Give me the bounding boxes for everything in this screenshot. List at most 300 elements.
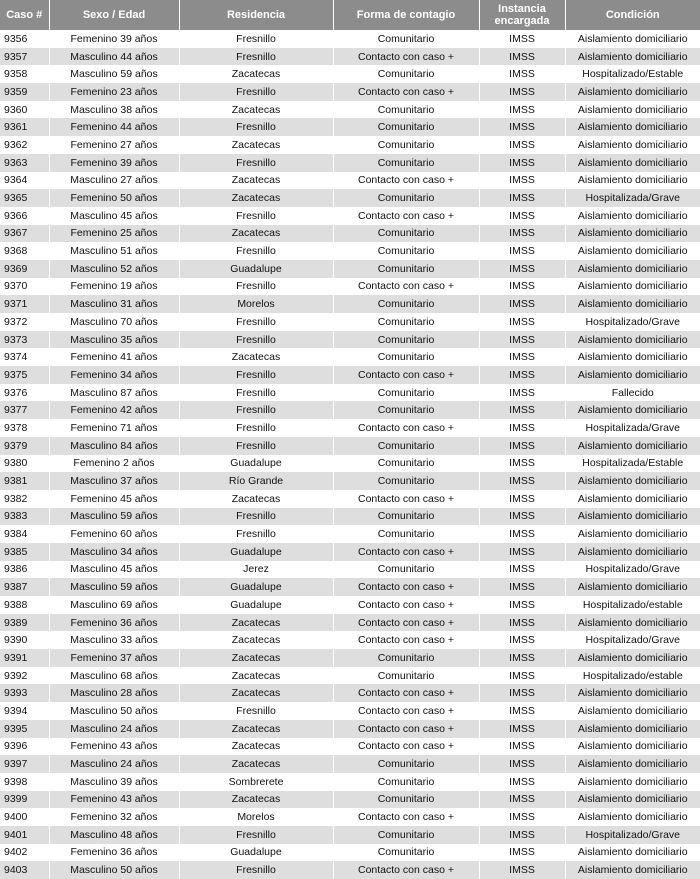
cell-sexo-edad: Masculino 87 años <box>49 384 179 402</box>
cell-forma-contagio: Contacto con caso + <box>333 720 479 738</box>
cell-forma-contagio: Contacto con caso + <box>333 419 479 437</box>
table-row <box>0 136 700 154</box>
cell-residencia: Morelos <box>179 295 333 313</box>
cell-forma-contagio: Comunitario <box>333 331 479 349</box>
cell-residencia: Guadalupe <box>179 260 333 278</box>
cell-sexo-edad: Masculino 24 años <box>49 720 179 738</box>
cell-forma-contagio: Comunitario <box>333 154 479 172</box>
cell-caso: 9367 <box>0 225 49 243</box>
cell-condicion: Fallecido <box>565 384 700 402</box>
table-row <box>0 83 700 101</box>
table-row <box>0 118 700 136</box>
cell-condicion: Aislamiento domiciliario <box>565 649 700 667</box>
cell-sexo-edad: Masculino 45 años <box>49 561 179 579</box>
cell-residencia: Zacatecas <box>179 720 333 738</box>
cell-caso: 9393 <box>0 684 49 702</box>
cell-forma-contagio: Comunitario <box>333 384 479 402</box>
cell-instancia: IMSS <box>479 295 565 313</box>
cell-residencia: Fresnillo <box>179 30 333 48</box>
cell-caso: 9357 <box>0 48 49 66</box>
cell-residencia: Fresnillo <box>179 384 333 402</box>
cell-instancia: IMSS <box>479 331 565 349</box>
cell-instancia: IMSS <box>479 83 565 101</box>
cell-condicion: Aislamiento domiciliario <box>565 207 700 225</box>
cell-sexo-edad: Femenino 71 años <box>49 419 179 437</box>
cell-residencia: Zacatecas <box>179 614 333 632</box>
cell-condicion: Aislamiento domiciliario <box>565 295 700 313</box>
cell-instancia: IMSS <box>479 525 565 543</box>
cell-sexo-edad: Femenino 39 años <box>49 154 179 172</box>
header-row <box>0 0 700 30</box>
cell-condicion: Aislamiento domiciliario <box>565 225 700 243</box>
cell-instancia: IMSS <box>479 366 565 384</box>
cell-sexo-edad: Masculino 52 años <box>49 260 179 278</box>
cell-instancia: IMSS <box>479 543 565 561</box>
cell-forma-contagio: Contacto con caso + <box>333 172 479 190</box>
table-row <box>0 30 700 48</box>
table-row <box>0 366 700 384</box>
cell-condicion: Hospitalizada/Grave <box>565 189 700 207</box>
cell-caso: 9376 <box>0 384 49 402</box>
cell-caso: 9371 <box>0 295 49 313</box>
cell-forma-contagio: Comunitario <box>333 437 479 455</box>
table-row <box>0 490 700 508</box>
cell-sexo-edad: Masculino 38 años <box>49 101 179 119</box>
cell-forma-contagio: Comunitario <box>333 242 479 260</box>
cell-instancia: IMSS <box>479 260 565 278</box>
cell-condicion: Hospitalizado/Estable <box>565 65 700 83</box>
cell-residencia: Fresnillo <box>179 861 333 879</box>
cell-instancia: IMSS <box>479 189 565 207</box>
cell-condicion: Aislamiento domiciliario <box>565 578 700 596</box>
cell-forma-contagio: Comunitario <box>333 755 479 773</box>
header-forma-contagio: Forma de contagio <box>333 0 479 30</box>
cell-caso: 9373 <box>0 331 49 349</box>
cell-instancia: IMSS <box>479 561 565 579</box>
table-row <box>0 738 700 756</box>
cell-caso: 9356 <box>0 30 49 48</box>
table-header <box>0 0 700 30</box>
cell-condicion: Aislamiento domiciliario <box>565 118 700 136</box>
table-row <box>0 649 700 667</box>
cell-instancia: IMSS <box>479 118 565 136</box>
cell-residencia: Fresnillo <box>179 48 333 66</box>
cell-instancia: IMSS <box>479 278 565 296</box>
table-row <box>0 278 700 296</box>
cell-residencia: Guadalupe <box>179 578 333 596</box>
cell-sexo-edad: Masculino 70 años <box>49 313 179 331</box>
cell-residencia: Zacatecas <box>179 631 333 649</box>
cell-residencia: Fresnillo <box>179 154 333 172</box>
table-row <box>0 437 700 455</box>
cell-caso: 9383 <box>0 508 49 526</box>
cell-condicion: Hospitalizado/Grave <box>565 826 700 844</box>
table-row <box>0 384 700 402</box>
cell-instancia: IMSS <box>479 384 565 402</box>
cell-residencia: Fresnillo <box>179 419 333 437</box>
cell-residencia: Fresnillo <box>179 331 333 349</box>
table-row <box>0 861 700 879</box>
cell-condicion: Aislamiento domiciliario <box>565 242 700 260</box>
cell-forma-contagio: Comunitario <box>333 525 479 543</box>
cell-forma-contagio: Contacto con caso + <box>333 366 479 384</box>
cell-sexo-edad: Masculino 48 años <box>49 826 179 844</box>
cell-forma-contagio: Contacto con caso + <box>333 278 479 296</box>
cell-instancia: IMSS <box>479 508 565 526</box>
cell-condicion: Hospitalizado/estable <box>565 667 700 685</box>
cell-sexo-edad: Femenino 25 años <box>49 225 179 243</box>
cell-residencia: Zacatecas <box>179 348 333 366</box>
cell-residencia: Zacatecas <box>179 791 333 809</box>
cell-instancia: IMSS <box>479 667 565 685</box>
cell-forma-contagio: Contacto con caso + <box>333 596 479 614</box>
cell-instancia: IMSS <box>479 844 565 862</box>
cell-caso: 9396 <box>0 738 49 756</box>
cell-caso: 9362 <box>0 136 49 154</box>
cell-sexo-edad: Femenino 34 años <box>49 366 179 384</box>
table-row <box>0 614 700 632</box>
cell-instancia: IMSS <box>479 755 565 773</box>
cell-caso: 9378 <box>0 419 49 437</box>
table-row <box>0 455 700 473</box>
cell-residencia: Zacatecas <box>179 684 333 702</box>
cell-instancia: IMSS <box>479 348 565 366</box>
table-row <box>0 720 700 738</box>
cell-residencia: Guadalupe <box>179 543 333 561</box>
cell-residencia: Zacatecas <box>179 755 333 773</box>
cell-sexo-edad: Femenino 44 años <box>49 118 179 136</box>
cell-residencia: Zacatecas <box>179 490 333 508</box>
cell-sexo-edad: Femenino 37 años <box>49 649 179 667</box>
cell-condicion: Aislamiento domiciliario <box>565 684 700 702</box>
cell-condicion: Aislamiento domiciliario <box>565 401 700 419</box>
cell-condicion: Aislamiento domiciliario <box>565 861 700 879</box>
cell-forma-contagio: Contacto con caso + <box>333 861 479 879</box>
cell-condicion: Hospitalizado/Grave <box>565 313 700 331</box>
table-row <box>0 844 700 862</box>
cell-instancia: IMSS <box>479 791 565 809</box>
cell-caso: 9387 <box>0 578 49 596</box>
cell-condicion: Aislamiento domiciliario <box>565 490 700 508</box>
cell-condicion: Aislamiento domiciliario <box>565 738 700 756</box>
cell-sexo-edad: Masculino 31 años <box>49 295 179 313</box>
cell-instancia: IMSS <box>479 578 565 596</box>
cell-instancia: IMSS <box>479 242 565 260</box>
cell-caso: 9397 <box>0 755 49 773</box>
cell-instancia: IMSS <box>479 861 565 879</box>
header-caso: Caso # <box>0 0 49 30</box>
cell-caso: 9386 <box>0 561 49 579</box>
cell-residencia: Zacatecas <box>179 225 333 243</box>
cell-condicion: Aislamiento domiciliario <box>565 154 700 172</box>
cell-sexo-edad: Masculino 28 años <box>49 684 179 702</box>
cell-caso: 9380 <box>0 455 49 473</box>
cell-residencia: Fresnillo <box>179 278 333 296</box>
cell-residencia: Fresnillo <box>179 525 333 543</box>
table-row <box>0 525 700 543</box>
table-row <box>0 596 700 614</box>
cell-forma-contagio: Comunitario <box>333 826 479 844</box>
cell-residencia: Fresnillo <box>179 242 333 260</box>
cell-caso: 9374 <box>0 348 49 366</box>
cell-forma-contagio: Comunitario <box>333 472 479 490</box>
cell-forma-contagio: Contacto con caso + <box>333 808 479 826</box>
cell-sexo-edad: Femenino 50 años <box>49 189 179 207</box>
cell-instancia: IMSS <box>479 614 565 632</box>
cell-sexo-edad: Femenino 43 años <box>49 738 179 756</box>
cell-caso: 9399 <box>0 791 49 809</box>
cell-caso: 9401 <box>0 826 49 844</box>
cell-forma-contagio: Comunitario <box>333 101 479 119</box>
cell-residencia: Fresnillo <box>179 401 333 419</box>
cell-sexo-edad: Masculino 59 años <box>49 578 179 596</box>
cell-residencia: Zacatecas <box>179 172 333 190</box>
cell-condicion: Aislamiento domiciliario <box>565 720 700 738</box>
cell-caso: 9361 <box>0 118 49 136</box>
cell-sexo-edad: Femenino 2 años <box>49 455 179 473</box>
cell-caso: 9359 <box>0 83 49 101</box>
cell-forma-contagio: Contacto con caso + <box>333 684 479 702</box>
cell-forma-contagio: Comunitario <box>333 260 479 278</box>
cell-residencia: Zacatecas <box>179 738 333 756</box>
cell-sexo-edad: Masculino 34 años <box>49 543 179 561</box>
cell-sexo-edad: Masculino 24 años <box>49 755 179 773</box>
cell-condicion: Hospitalizado/estable <box>565 596 700 614</box>
cell-instancia: IMSS <box>479 738 565 756</box>
cell-residencia: Fresnillo <box>179 366 333 384</box>
cell-caso: 9398 <box>0 773 49 791</box>
cell-forma-contagio: Contacto con caso + <box>333 738 479 756</box>
cell-forma-contagio: Comunitario <box>333 455 479 473</box>
cell-instancia: IMSS <box>479 48 565 66</box>
cell-caso: 9394 <box>0 702 49 720</box>
cell-sexo-edad: Masculino 44 años <box>49 48 179 66</box>
cell-instancia: IMSS <box>479 437 565 455</box>
cell-forma-contagio: Comunitario <box>333 118 479 136</box>
cell-instancia: IMSS <box>479 649 565 667</box>
cell-condicion: Aislamiento domiciliario <box>565 331 700 349</box>
cell-forma-contagio: Comunitario <box>333 30 479 48</box>
cell-condicion: Aislamiento domiciliario <box>565 278 700 296</box>
cell-forma-contagio: Contacto con caso + <box>333 631 479 649</box>
cell-forma-contagio: Contacto con caso + <box>333 207 479 225</box>
cell-caso: 9379 <box>0 437 49 455</box>
cell-sexo-edad: Femenino 43 años <box>49 791 179 809</box>
cell-residencia: Zacatecas <box>179 649 333 667</box>
cell-forma-contagio: Contacto con caso + <box>333 490 479 508</box>
cell-residencia: Morelos <box>179 808 333 826</box>
cell-sexo-edad: Masculino 84 años <box>49 437 179 455</box>
cell-caso: 9400 <box>0 808 49 826</box>
cell-sexo-edad: Masculino 50 años <box>49 861 179 879</box>
cell-condicion: Aislamiento domiciliario <box>565 83 700 101</box>
cell-condicion: Hospitalizada/Estable <box>565 455 700 473</box>
cell-sexo-edad: Femenino 60 años <box>49 525 179 543</box>
cell-caso: 9372 <box>0 313 49 331</box>
cell-sexo-edad: Masculino 37 años <box>49 472 179 490</box>
cell-instancia: IMSS <box>479 826 565 844</box>
cell-residencia: Zacatecas <box>179 136 333 154</box>
table-row <box>0 65 700 83</box>
cell-caso: 9364 <box>0 172 49 190</box>
cell-caso: 9381 <box>0 472 49 490</box>
cell-sexo-edad: Femenino 41 años <box>49 348 179 366</box>
cell-residencia: Fresnillo <box>179 508 333 526</box>
cell-condicion: Aislamiento domiciliario <box>565 773 700 791</box>
cell-forma-contagio: Contacto con caso + <box>333 702 479 720</box>
cell-caso: 9375 <box>0 366 49 384</box>
cell-caso: 9384 <box>0 525 49 543</box>
header-instancia: Instancia encargada <box>479 0 565 30</box>
header-sexo-edad: Sexo / Edad <box>49 0 179 30</box>
cell-instancia: IMSS <box>479 401 565 419</box>
table-row <box>0 331 700 349</box>
cell-caso: 9392 <box>0 667 49 685</box>
table-row <box>0 508 700 526</box>
cell-caso: 9360 <box>0 101 49 119</box>
cell-caso: 9370 <box>0 278 49 296</box>
cell-condicion: Hospitalizada/Grave <box>565 419 700 437</box>
cell-residencia: Fresnillo <box>179 207 333 225</box>
table-row <box>0 684 700 702</box>
cell-caso: 9403 <box>0 861 49 879</box>
cell-residencia: Sombrerete <box>179 773 333 791</box>
cell-forma-contagio: Comunitario <box>333 773 479 791</box>
cell-instancia: IMSS <box>479 65 565 83</box>
table-row <box>0 826 700 844</box>
cell-condicion: Hospitalizado/Grave <box>565 631 700 649</box>
cell-condicion: Aislamiento domiciliario <box>565 348 700 366</box>
cell-caso: 9369 <box>0 260 49 278</box>
cell-sexo-edad: Femenino 23 años <box>49 83 179 101</box>
cell-forma-contagio: Comunitario <box>333 65 479 83</box>
cell-sexo-edad: Masculino 39 años <box>49 773 179 791</box>
table-row <box>0 242 700 260</box>
cell-forma-contagio: Comunitario <box>333 667 479 685</box>
table-row <box>0 313 700 331</box>
cell-caso: 9377 <box>0 401 49 419</box>
cell-instancia: IMSS <box>479 631 565 649</box>
cell-residencia: Zacatecas <box>179 667 333 685</box>
cell-forma-contagio: Comunitario <box>333 136 479 154</box>
cell-instancia: IMSS <box>479 702 565 720</box>
cell-forma-contagio: Comunitario <box>333 313 479 331</box>
cell-instancia: IMSS <box>479 172 565 190</box>
cell-caso: 9402 <box>0 844 49 862</box>
cell-instancia: IMSS <box>479 720 565 738</box>
cell-condicion: Aislamiento domiciliario <box>565 543 700 561</box>
table-row <box>0 172 700 190</box>
table-row <box>0 561 700 579</box>
cell-sexo-edad: Masculino 35 años <box>49 331 179 349</box>
cell-caso: 9382 <box>0 490 49 508</box>
cell-residencia: Fresnillo <box>179 118 333 136</box>
cell-forma-contagio: Comunitario <box>333 401 479 419</box>
cell-residencia: Río Grande <box>179 472 333 490</box>
cell-forma-contagio: Comunitario <box>333 295 479 313</box>
cell-forma-contagio: Comunitario <box>333 844 479 862</box>
cell-instancia: IMSS <box>479 101 565 119</box>
cell-instancia: IMSS <box>479 136 565 154</box>
cell-condicion: Aislamiento domiciliario <box>565 48 700 66</box>
cell-condicion: Aislamiento domiciliario <box>565 808 700 826</box>
cell-condicion: Aislamiento domiciliario <box>565 844 700 862</box>
cell-condicion: Aislamiento domiciliario <box>565 472 700 490</box>
cell-forma-contagio: Comunitario <box>333 649 479 667</box>
cell-caso: 9363 <box>0 154 49 172</box>
table-body <box>0 30 700 879</box>
cell-condicion: Aislamiento domiciliario <box>565 437 700 455</box>
cell-condicion: Aislamiento domiciliario <box>565 525 700 543</box>
header-residencia: Residencia <box>179 0 333 30</box>
cell-instancia: IMSS <box>479 30 565 48</box>
table-row <box>0 808 700 826</box>
table-row <box>0 48 700 66</box>
cell-residencia: Fresnillo <box>179 313 333 331</box>
cell-caso: 9390 <box>0 631 49 649</box>
cell-caso: 9395 <box>0 720 49 738</box>
cell-caso: 9389 <box>0 614 49 632</box>
cell-sexo-edad: Masculino 59 años <box>49 508 179 526</box>
cell-residencia: Zacatecas <box>179 101 333 119</box>
cell-caso: 9365 <box>0 189 49 207</box>
cell-condicion: Aislamiento domiciliario <box>565 755 700 773</box>
cell-instancia: IMSS <box>479 684 565 702</box>
cell-condicion: Hospitalizado/Grave <box>565 561 700 579</box>
cell-sexo-edad: Femenino 19 años <box>49 278 179 296</box>
cell-instancia: IMSS <box>479 472 565 490</box>
cell-forma-contagio: Comunitario <box>333 348 479 366</box>
header-condicion: Condición <box>565 0 700 30</box>
cell-sexo-edad: Masculino 50 años <box>49 702 179 720</box>
cell-sexo-edad: Masculino 45 años <box>49 207 179 225</box>
cell-instancia: IMSS <box>479 773 565 791</box>
table-row <box>0 543 700 561</box>
cell-sexo-edad: Femenino 27 años <box>49 136 179 154</box>
cell-instancia: IMSS <box>479 455 565 473</box>
table-row <box>0 260 700 278</box>
cell-forma-contagio: Comunitario <box>333 225 479 243</box>
cell-residencia: Fresnillo <box>179 437 333 455</box>
cell-caso: 9358 <box>0 65 49 83</box>
table-row <box>0 154 700 172</box>
table-row <box>0 578 700 596</box>
cell-instancia: IMSS <box>479 808 565 826</box>
cell-forma-contagio: Contacto con caso + <box>333 543 479 561</box>
cell-instancia: IMSS <box>479 154 565 172</box>
table-row <box>0 667 700 685</box>
cell-residencia: Jerez <box>179 561 333 579</box>
cell-condicion: Aislamiento domiciliario <box>565 136 700 154</box>
cell-instancia: IMSS <box>479 207 565 225</box>
cell-sexo-edad: Femenino 45 años <box>49 490 179 508</box>
table-row <box>0 773 700 791</box>
cell-condicion: Aislamiento domiciliario <box>565 791 700 809</box>
cell-residencia: Guadalupe <box>179 844 333 862</box>
cell-instancia: IMSS <box>479 419 565 437</box>
cell-sexo-edad: Masculino 59 años <box>49 65 179 83</box>
cell-residencia: Fresnillo <box>179 702 333 720</box>
cell-condicion: Aislamiento domiciliario <box>565 508 700 526</box>
cell-caso: 9368 <box>0 242 49 260</box>
cell-condicion: Aislamiento domiciliario <box>565 30 700 48</box>
cell-condicion: Aislamiento domiciliario <box>565 260 700 278</box>
cell-forma-contagio: Comunitario <box>333 508 479 526</box>
cell-sexo-edad: Masculino 27 años <box>49 172 179 190</box>
cell-condicion: Aislamiento domiciliario <box>565 614 700 632</box>
cell-sexo-edad: Femenino 32 años <box>49 808 179 826</box>
table-row <box>0 348 700 366</box>
